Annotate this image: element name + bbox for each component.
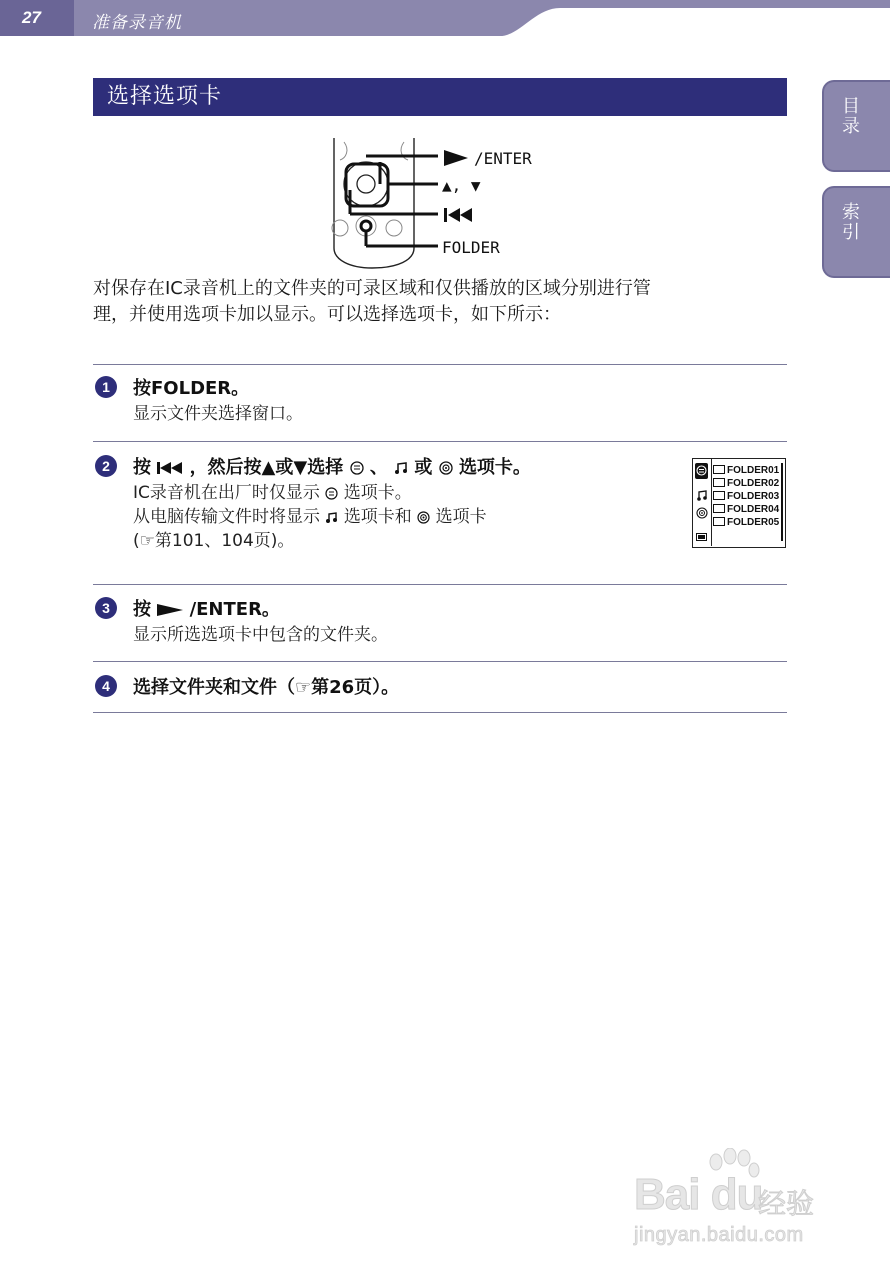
record-tab-icon <box>350 461 364 475</box>
step-number: 2 <box>95 455 117 477</box>
step-heading-text: 按 <box>133 457 151 478</box>
lcd-folder-item <box>713 517 779 528</box>
label-enter: /ENTER <box>474 149 532 168</box>
section-title: 选择选项卡 <box>93 78 787 116</box>
lcd-scrollbar <box>781 463 783 541</box>
divider <box>93 584 787 585</box>
step-body <box>133 481 487 553</box>
podcast-tab-icon <box>417 511 430 524</box>
step-number: 1 <box>95 376 117 398</box>
lcd-folder-name: FOLDER03 <box>727 491 780 502</box>
tab-index[interactable] <box>822 186 890 278</box>
lcd-folder-item <box>713 504 779 515</box>
step-heading <box>133 595 280 621</box>
step-heading-text: /ENTER。 <box>189 599 280 620</box>
step-heading-text: 按 <box>133 599 151 620</box>
label-up-down: ▲, ▼ <box>442 176 481 195</box>
step-body-text: 选项卡 <box>435 507 487 527</box>
page-number: 27 <box>22 8 41 27</box>
record-tab-icon <box>696 465 707 476</box>
lcd-folder-item <box>713 478 779 489</box>
folder-icon <box>713 491 725 500</box>
rewind-icon <box>157 461 183 475</box>
step-body-text: 选项卡。 <box>343 483 412 503</box>
step-body-line: 显示文件夹选择窗口。 <box>133 404 303 424</box>
intro-paragraph <box>93 276 787 328</box>
step-heading-text: 选项卡。 <box>458 457 531 478</box>
divider <box>93 661 787 662</box>
device-diagram <box>320 130 560 270</box>
intro-line-2: 理，并使用选项卡加以显示。可以选择选项卡，如下所示： <box>93 304 561 325</box>
lcd-folder-name: FOLDER01 <box>727 465 780 476</box>
step-body-text: 从电脑传输文件时将显示 <box>133 507 320 527</box>
step-heading <box>133 453 531 479</box>
label-folder: FOLDER <box>442 238 500 257</box>
divider <box>93 712 787 713</box>
lcd-folder-name: FOLDER04 <box>727 504 780 515</box>
watermark-brand: Bai du <box>634 1170 763 1219</box>
chapter-title: 准备录音机 <box>92 13 182 33</box>
lcd-folder-item <box>713 491 779 502</box>
tab-toc-label: 目录 <box>839 96 860 136</box>
lcd-tab-column <box>693 459 712 546</box>
lcd-screen <box>692 458 786 548</box>
watermark-brand-cn: 经验 <box>758 1187 815 1220</box>
lcd-folder-name: FOLDER02 <box>727 478 780 489</box>
step-heading: 按FOLDER。 <box>133 378 250 399</box>
step-body-line <box>133 505 487 529</box>
intro-line-1: 对保存在IC录音机上的文件夹的可录区域和仅供播放的区域分别进行管 <box>93 278 651 299</box>
baidu-watermark <box>630 1148 850 1258</box>
tab-toc[interactable] <box>822 80 890 172</box>
step-body-text: 选项卡和 <box>343 507 412 527</box>
step-body-line <box>133 481 487 505</box>
divider <box>93 441 787 442</box>
step-heading-text: ，然后按▲或▼选择 <box>189 457 344 478</box>
step-body <box>133 402 303 426</box>
music-tab-icon <box>696 489 708 501</box>
folder-icon <box>713 465 725 474</box>
battery-icon <box>696 533 708 541</box>
folder-icon <box>713 504 725 513</box>
play-icon <box>157 603 183 617</box>
lcd-folder-name: FOLDER05 <box>727 517 780 528</box>
step-number: 3 <box>95 597 117 619</box>
podcast-tab-icon <box>439 461 453 475</box>
step-body-line: 显示所选选项卡中包含的文件夹。 <box>133 625 388 645</box>
step-body-line: (☞第101、104页)。 <box>133 531 295 551</box>
divider <box>93 364 787 365</box>
step-number: 4 <box>95 675 117 697</box>
folder-icon <box>713 517 725 526</box>
step-heading-text: 或 <box>414 457 433 478</box>
header-band <box>0 0 890 36</box>
step-body-text: IC录音机在出厂时仅显示 <box>133 483 320 503</box>
step-heading: 选择文件夹和文件（☞第26页）。 <box>133 677 400 698</box>
step-body <box>133 623 388 647</box>
folder-icon <box>713 478 725 487</box>
podcast-tab-icon <box>696 507 708 519</box>
lcd-folder-item <box>713 465 779 476</box>
tab-index-label: 索引 <box>839 202 860 242</box>
music-tab-icon <box>394 461 408 475</box>
watermark-url: jingyan.baidu.com <box>634 1224 804 1246</box>
record-tab-icon <box>325 487 338 500</box>
music-tab-icon <box>325 511 338 524</box>
step-heading-text: 、 <box>369 457 388 478</box>
